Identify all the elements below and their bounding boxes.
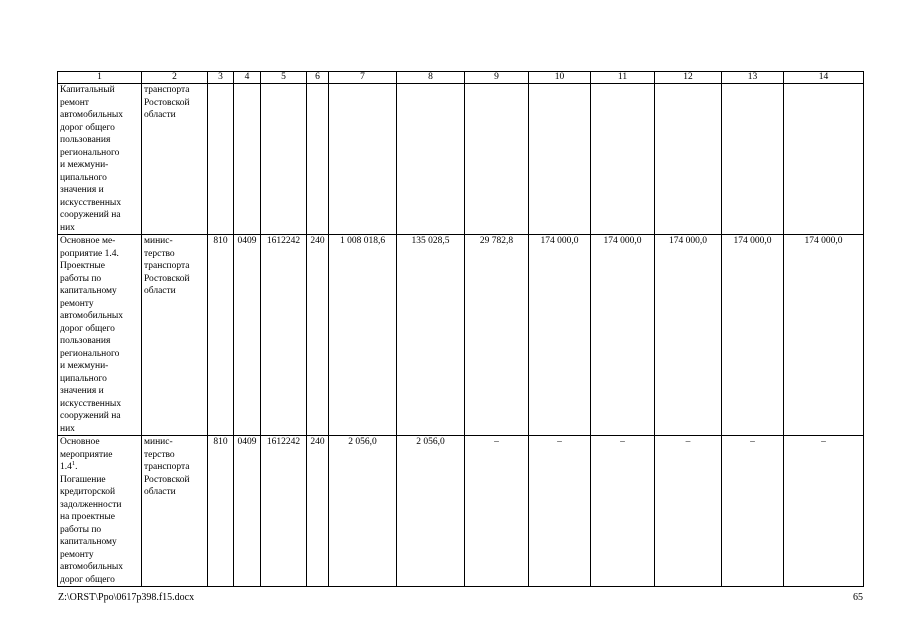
measure-name-line: искусственных	[60, 197, 122, 208]
value-cell: 2 056,0	[329, 436, 397, 587]
measure-name-line: дорог общего	[60, 323, 115, 334]
column-number: 4	[234, 72, 261, 84]
executor-line: области	[144, 487, 176, 497]
measure-name-line: ремонт	[60, 97, 89, 108]
value-cell	[307, 84, 329, 235]
value-cell: 174 000,0	[655, 235, 722, 436]
executor-line: Ростовской	[144, 273, 190, 284]
measure-name-line: $1.4^1$.	[60, 459, 78, 472]
measure-name-line: искусственных	[60, 398, 122, 409]
value-cell: 174 000,0	[529, 235, 591, 436]
value-cell: –	[529, 436, 591, 587]
table-row	[58, 235, 864, 436]
value-cell: 1612242	[261, 436, 307, 587]
value-cell	[722, 84, 784, 235]
value-cell	[329, 84, 397, 235]
table-row	[58, 436, 864, 587]
page-number: 65	[853, 592, 863, 603]
measure-name-line: пользования	[60, 135, 111, 145]
measure-name-line: и межмуни-	[60, 160, 109, 170]
measure-name-line: Основное ме-	[60, 236, 116, 246]
value-cell: 0409	[234, 235, 261, 436]
column-number: 11	[591, 72, 655, 84]
executor-line: транспорта	[144, 462, 190, 472]
executor-cell	[142, 436, 208, 587]
value-cell	[208, 84, 234, 235]
measure-name-line: работы по	[60, 273, 102, 284]
value-cell: 29 782,8	[465, 235, 529, 436]
value-cell: –	[591, 436, 655, 587]
value-cell: 135 028,5	[397, 235, 465, 436]
column-number: 14	[784, 72, 864, 84]
executor-cell	[142, 235, 208, 436]
value-cell	[465, 84, 529, 235]
value-cell: –	[465, 436, 529, 587]
program-table	[57, 71, 864, 587]
value-cell: 174 000,0	[591, 235, 655, 436]
value-cell: 810	[208, 436, 234, 587]
measure-name-line: ремонту	[60, 298, 94, 309]
measure-name-line: пользования	[60, 336, 111, 346]
measure-name-line: регионального	[60, 348, 120, 359]
executor-line: терство	[144, 449, 175, 460]
value-cell: 240	[307, 436, 329, 587]
value-cell	[784, 84, 864, 235]
value-cell: –	[784, 436, 864, 587]
table-row	[58, 84, 864, 235]
measure-name-line: регионального	[60, 147, 120, 158]
measure-name-line: задолженности	[60, 499, 122, 510]
executor-line: Ростовской	[144, 97, 190, 108]
measure-name-line: роприятие 1.4.	[60, 248, 119, 259]
measure-name-line: ремонту	[60, 549, 94, 560]
measure-name-line: Основное	[60, 437, 100, 447]
value-cell: 174 000,0	[722, 235, 784, 436]
executor-line: терство	[144, 248, 175, 259]
value-cell	[397, 84, 465, 235]
measure-name-line: и межмуни-	[60, 361, 109, 371]
column-number: 10	[529, 72, 591, 84]
measure-name-line: ципального	[60, 172, 107, 183]
column-number: 6	[307, 72, 329, 84]
value-cell: –	[655, 436, 722, 587]
executor-line: транспорта	[144, 85, 190, 95]
executor-cell	[142, 84, 208, 235]
value-cell: 0409	[234, 436, 261, 587]
measure-name-line: ципального	[60, 373, 107, 384]
measure-name-line: дорог общего	[60, 122, 115, 133]
measure-name-line: сооружений на	[60, 210, 121, 220]
measure-name-line: автомобильных	[60, 311, 124, 321]
executor-line: области	[144, 110, 176, 120]
column-number: 9	[465, 72, 529, 84]
value-cell: 1612242	[261, 235, 307, 436]
measure-name-cell	[58, 84, 142, 235]
footnote-superscript: 1	[71, 459, 76, 467]
value-cell: 1 008 018,6	[329, 235, 397, 436]
executor-line: транспорта	[144, 261, 190, 271]
measure-name-line: Погашение	[60, 474, 106, 485]
column-number: 5	[261, 72, 307, 84]
measure-name-line: работы по	[60, 524, 102, 535]
executor-line: минис-	[144, 236, 173, 246]
column-number: 2	[142, 72, 208, 84]
column-number: 8	[397, 72, 465, 84]
column-number: 1	[58, 72, 142, 84]
value-cell: 810	[208, 235, 234, 436]
measure-name-line: них	[60, 423, 75, 434]
measure-name-line: них	[60, 222, 75, 233]
value-cell: 2 056,0	[397, 436, 465, 587]
measure-name-line: автомобильных	[60, 562, 124, 572]
value-cell	[655, 84, 722, 235]
measure-name-line: Капитальный	[60, 85, 115, 95]
measure-name-line: автомобильных	[60, 110, 124, 120]
measure-name-line: капитальному	[60, 537, 117, 547]
measure-name-line: значения и	[60, 386, 104, 396]
executor-line: Ростовской	[144, 474, 190, 485]
measure-name-line: капитальному	[60, 286, 117, 296]
value-cell	[591, 84, 655, 235]
value-cell: –	[722, 436, 784, 587]
measure-name-line: сооружений на	[60, 411, 121, 421]
value-cell	[261, 84, 307, 235]
measure-name-line: мероприятие	[60, 449, 113, 460]
column-number: 12	[655, 72, 722, 84]
executor-line: минис-	[144, 437, 173, 447]
measure-name-cell	[58, 436, 142, 587]
measure-name-line: дорог общего	[60, 574, 115, 585]
value-cell: 174 000,0	[784, 235, 864, 436]
value-cell	[529, 84, 591, 235]
measure-name-line: кредиторской	[60, 487, 116, 497]
column-number-row	[58, 72, 864, 84]
footer-file-path: Z:\ORST\Ppo\0617p398.f15.docx	[58, 592, 195, 603]
value-cell	[234, 84, 261, 235]
value-cell: 240	[307, 235, 329, 436]
measure-name-line: Проектные	[60, 261, 106, 271]
column-number: 3	[208, 72, 234, 84]
column-number: 7	[329, 72, 397, 84]
executor-line: области	[144, 286, 176, 296]
measure-name-line: значения и	[60, 185, 104, 195]
measure-name-line: на проектные	[60, 512, 115, 522]
column-number: 13	[722, 72, 784, 84]
measure-name-cell	[58, 235, 142, 436]
